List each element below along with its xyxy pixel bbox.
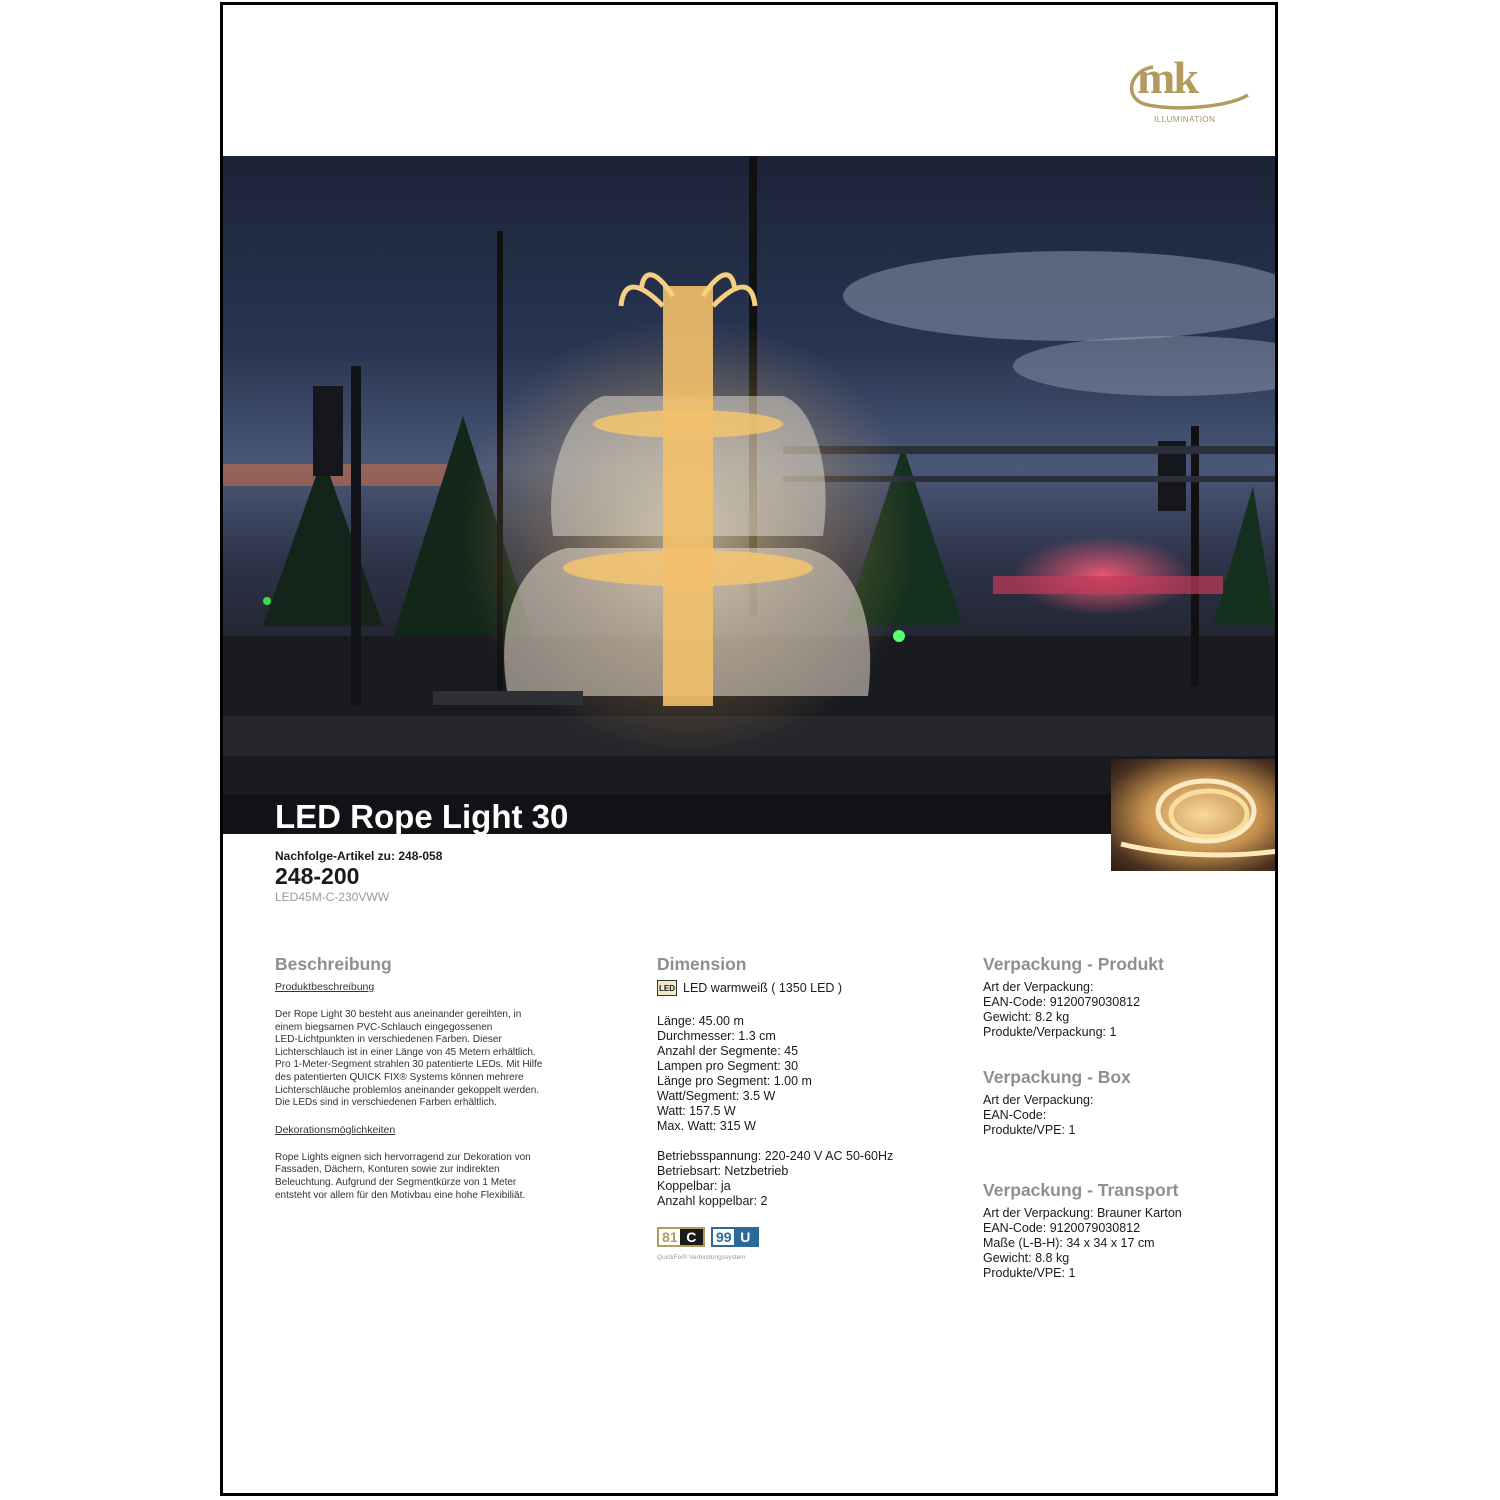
led-type-row (657, 980, 917, 996)
product-description-text: Der Rope Light 30 besteht aus aneinander gereihten, in einem biegsamen PVC-Schlauch eingegossenen LED-Lichtpunkten in verschiedenen Farben. Dieser Lichterschlauch ist in einer Länge von 45 Metern erhältlich. Pro 1-Meter-Segment strahlen 30 patentierte LEDs. Mit Hilfe des patentierten QUICK FIX® Systems können mehrere Lichterschläuche problemlos aneinander gekoppelt werden. Die LEDs sind in verschiedenen Farben erhältlich. (275, 1009, 543, 1109)
packaging-transport-line: Art der Verpackung: Brauner Karton (983, 1206, 1182, 1220)
spec-line: Anzahl der Segmente: 45 (657, 1044, 799, 1058)
product-description-label: Produktbeschreibung (275, 981, 375, 993)
led-icon: LED (657, 980, 677, 996)
packaging-box-line: EAN-Code: (983, 1108, 1047, 1122)
logo-text: mk (1137, 52, 1197, 103)
mk-illumination-logo (1123, 45, 1258, 130)
packaging-product-line: Produkte/Verpackung: 1 (983, 1025, 1117, 1039)
quickfix-badges (657, 1227, 917, 1247)
followup-article: Nachfolge-Artikel zu: 248-058 (275, 849, 443, 863)
quickfix-c-badge: 81 C (657, 1227, 705, 1247)
spec-line: Watt/Segment: 3.5 W (657, 1089, 776, 1103)
spec-line: Länge pro Segment: 1.00 m (657, 1074, 812, 1088)
electrical-line: Betriebsart: Netzbetrieb (657, 1164, 789, 1178)
quickfix-u-badge: 99 U (711, 1227, 759, 1247)
dimension-section (657, 954, 917, 1265)
packaging-product-line: EAN-Code: 9120079030812 (983, 995, 1141, 1009)
spec-line: Lampen pro Segment: 30 (657, 1059, 799, 1073)
packaging-section (983, 954, 1263, 1281)
spec-line: Max. Watt: 315 W (657, 1119, 756, 1133)
description-section (275, 954, 575, 1202)
packaging-transport-line: Maße (L-B-H): 34 x 34 x 17 cm (983, 1236, 1155, 1250)
decoration-options-label: Dekorationsmöglichkeiten (275, 1123, 396, 1136)
packaging-box-line: Produkte/VPE: 1 (983, 1123, 1076, 1137)
logo-subtitle: ILLUMINATION (1154, 115, 1216, 124)
article-number: 248-200 (275, 863, 360, 889)
packaging-product-line: Art der Verpackung: (983, 980, 1094, 994)
electrical-line: Anzahl koppelbar: 2 (657, 1194, 768, 1208)
product-sheet (220, 2, 1278, 1496)
packaging-transport-line: Produkte/VPE: 1 (983, 1266, 1076, 1280)
spec-line: Durchmesser: 1.3 cm (657, 1029, 776, 1043)
packaging-product-heading: Verpackung - Produkt (983, 954, 1164, 974)
fountain-photo-illustration (223, 156, 1275, 834)
model-code: LED45M-C-230VWW (275, 890, 390, 904)
hero-photo (223, 156, 1275, 834)
quickfix-caption: QuickFix® Verbindungssystem (657, 1254, 746, 1261)
packaging-box-line: Art der Verpackung: (983, 1093, 1094, 1107)
packaging-box-heading: Verpackung - Box (983, 1067, 1131, 1087)
product-title: LED Rope Light 30 (275, 798, 569, 834)
packaging-transport-line: EAN-Code: 9120079030812 (983, 1221, 1141, 1235)
packaging-transport-line: Gewicht: 8.8 kg (983, 1251, 1070, 1265)
rope-coil-illustration (1111, 759, 1278, 871)
packaging-transport-heading: Verpackung - Transport (983, 1180, 1179, 1200)
rope-light-thumbnail (1111, 759, 1278, 871)
spec-line: Länge: 45.00 m (657, 1014, 744, 1028)
packaging-product-line: Gewicht: 8.2 kg (983, 1010, 1070, 1024)
spec-line: Watt: 157.5 W (657, 1104, 736, 1118)
description-heading: Beschreibung (275, 954, 392, 974)
dimension-heading: Dimension (657, 954, 747, 974)
led-type-label: LED warmweiß ( 1350 LED ) (683, 980, 843, 995)
electrical-line: Koppelbar: ja (657, 1179, 731, 1193)
decoration-options-text: Rope Lights eignen sich hervorragend zur Dekoration von Fassaden, Dächern, Konturen sowie zur indirekten Beleuchtung. Aufgrund der Segmentkürze von 1 Meter entsteht vor allem für den Motivbau eine hohe Flexibiliät. (275, 1151, 531, 1201)
electrical-line: Betriebsspannung: 220-240 V AC 50-60Hz (657, 1149, 894, 1163)
